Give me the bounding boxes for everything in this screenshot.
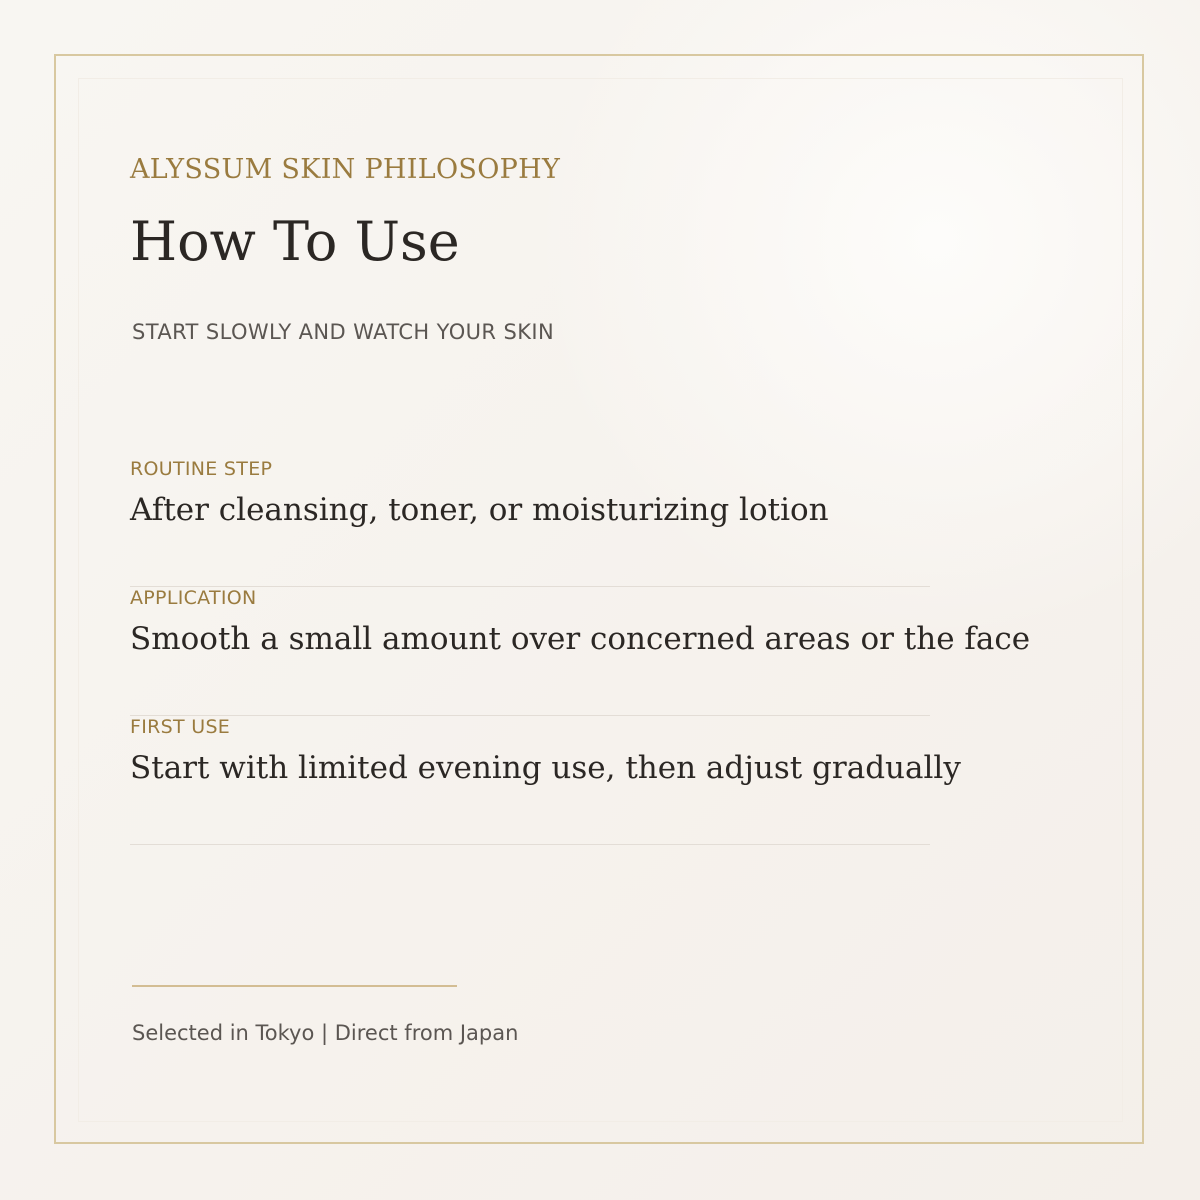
page-title: How To Use: [130, 210, 460, 273]
step-text: Smooth a small amount over concerned areas or the face: [130, 621, 1031, 657]
step-label: FIRST USE: [130, 716, 231, 738]
step-label: APPLICATION: [130, 587, 257, 609]
usage-step-application: [130, 587, 1031, 716]
footer-text: Selected in Tokyo | Direct from Japan: [132, 1021, 519, 1045]
footer-divider: [132, 985, 457, 987]
usage-step-routine: [130, 458, 930, 587]
brand-name: ALYSSUM SKIN PHILOSOPHY: [130, 154, 561, 185]
page-subtitle: START SLOWLY AND WATCH YOUR SKIN: [132, 320, 555, 344]
usage-step-first-use: [130, 716, 961, 845]
step-text: Start with limited evening use, then adjust gradually: [130, 750, 961, 786]
step-label: ROUTINE STEP: [130, 458, 273, 480]
step-text: After cleansing, toner, or moisturizing lotion: [130, 492, 829, 528]
usage-steps-list: [130, 458, 1031, 845]
